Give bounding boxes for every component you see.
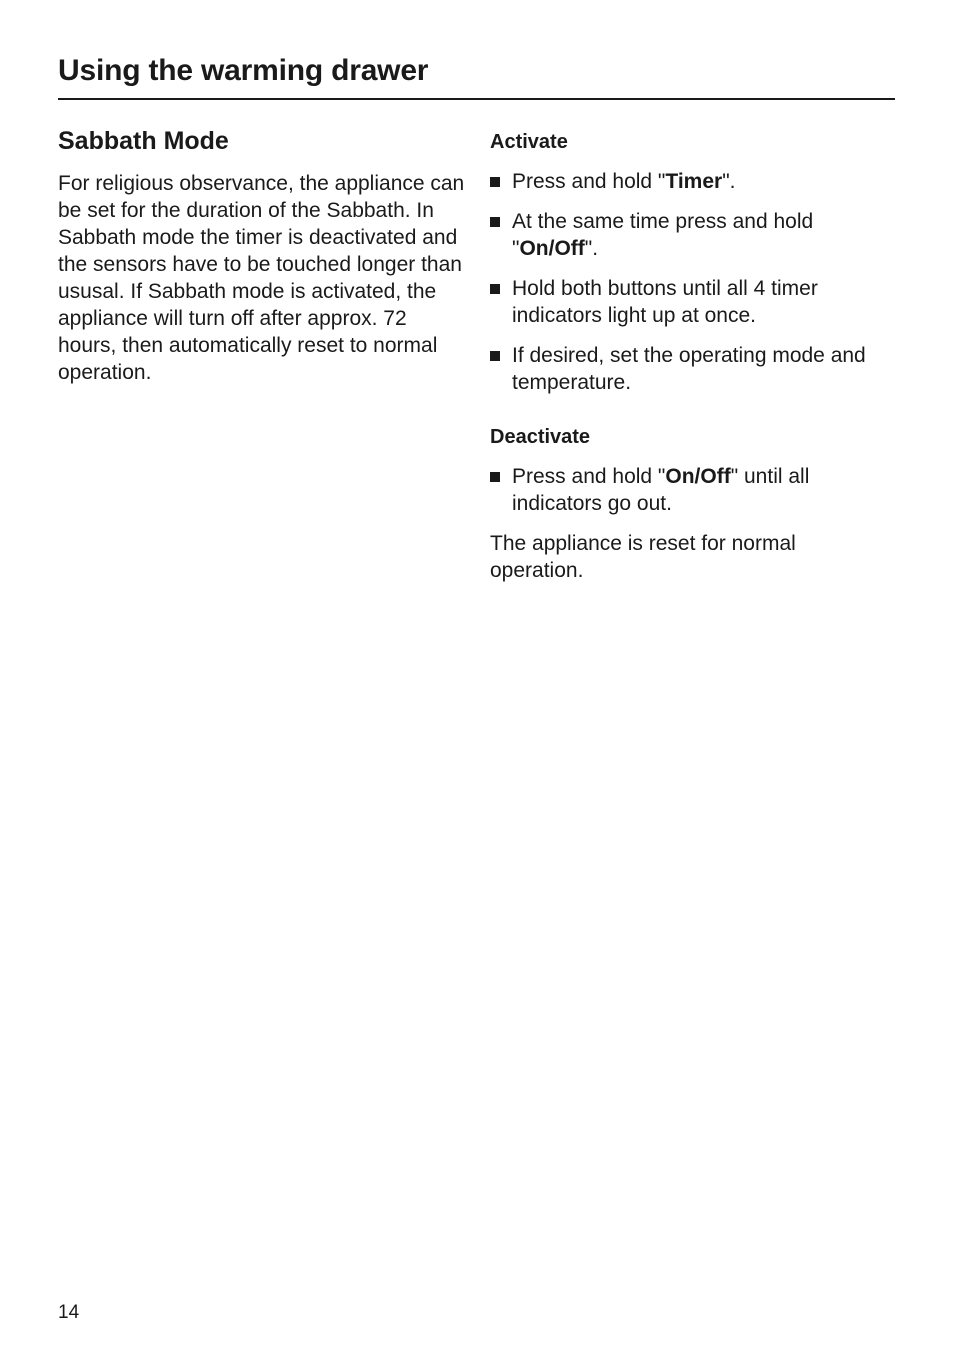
activate-step: If desired, set the operating mode and temperature. bbox=[490, 342, 890, 396]
page-header bbox=[58, 52, 895, 90]
reset-note: The appliance is reset for normal operation. bbox=[490, 532, 796, 582]
right-column bbox=[490, 128, 890, 584]
deactivate-steps bbox=[490, 463, 890, 517]
page-title: Using the warming drawer bbox=[58, 54, 429, 87]
activate-step: At the same time press and hold "On/Off". bbox=[490, 208, 890, 262]
activate-heading: Activate bbox=[490, 131, 568, 153]
deactivate-heading: Deactivate bbox=[490, 426, 591, 448]
deactivate-step: Press and hold "On/Off" until all indicators go out. bbox=[490, 463, 890, 517]
left-column bbox=[58, 124, 466, 386]
square-bullet-icon bbox=[490, 472, 500, 482]
page-number: 14 bbox=[58, 1302, 80, 1323]
section-title: Sabbath Mode bbox=[58, 127, 229, 155]
sabbath-description: For religious observance, the appliance can be set for the duration of the Sabbath. In Sabbath mode the timer is deactivated and the sensors have to be touched longer than ususal. If Sabbath mode is activated, the appliance will turn off after approx. 72 hours, then automatically reset to normal operation. bbox=[58, 172, 465, 384]
square-bullet-icon bbox=[490, 177, 500, 187]
activate-step: Press and hold "Timer". bbox=[490, 168, 890, 195]
square-bullet-icon bbox=[490, 351, 500, 361]
square-bullet-icon bbox=[490, 217, 500, 227]
activate-steps bbox=[490, 168, 890, 396]
header-divider bbox=[58, 98, 895, 100]
activate-step: Hold both buttons until all 4 timer indicators light up at once. bbox=[490, 275, 890, 329]
square-bullet-icon bbox=[490, 284, 500, 294]
